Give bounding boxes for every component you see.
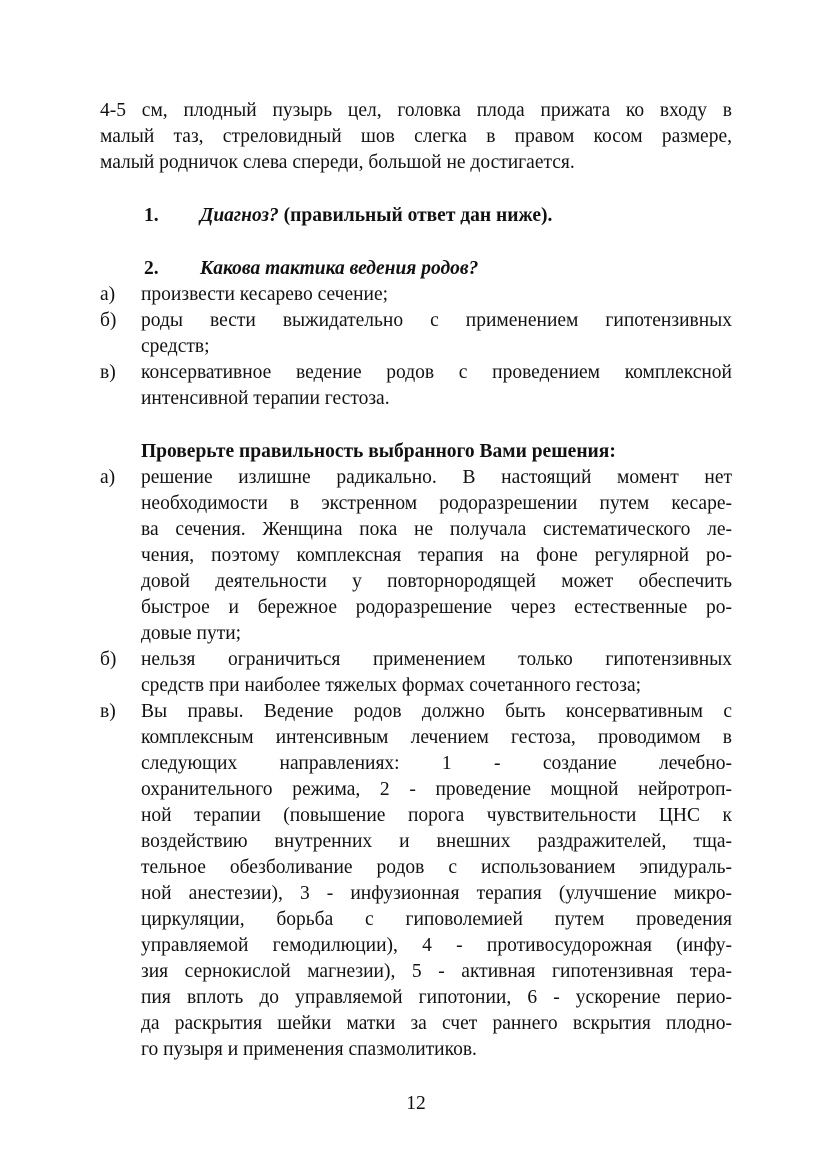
answer-line: пия вплоть до управляемой гипотонии, 6 - ускорение перио- [141,987,732,1008]
question-2-number: 2. [144,258,159,279]
option-line: произвести кесарево сечение; [141,284,389,305]
answer-line: средств при наиболее тяжелых формах сочетанного гестоза; [141,675,642,696]
answer-b-marker: б) [100,649,117,670]
question-1-title: Диагноз? [200,205,279,226]
question-2-title: Какова тактика ведения родов? [200,258,479,279]
option-line: роды вести выжидательно с применением гипотензивных [141,310,732,331]
answer-c [100,699,732,1063]
option-line: консервативное ведение родов с проведением комплексной [141,362,732,383]
answer-line: следующих направлениях: 1 - создание лечебно- [141,753,732,774]
answer-line: чения, поэтому комплексная терапия на фоне регулярной ро- [141,545,732,566]
answer-a-marker: а) [100,467,116,488]
answer-line: зия сернокислой магнезии), 5 - активная гипотензивная тера- [141,961,732,982]
answer-c-marker: в) [100,701,116,722]
answer-line: необходимости в экстренном родоразрешении путем кесаре- [141,493,732,514]
option-a-marker: а) [100,284,116,305]
intro-paragraph [100,98,732,176]
answer-line: охранительного режима, 2 - проведение мощной нейротроп- [141,779,732,800]
answer-line: нельзя ограничиться применением только гипотензивных [141,649,732,670]
answer-line: да раскрытия шейки матки за счет раннего вскрытия плодно- [141,1013,732,1034]
option-c [100,360,732,412]
intro-line: малый таз, стреловидный шов слегка в правом косом размере, [100,126,732,147]
answer-line: быстрое и бережное родоразрешение через естественные ро- [141,597,732,618]
intro-line: 4-5 см, плодный пузырь цел, головка плода прижата ко входу в [100,100,732,121]
answer-line: решение излишне радикально. В настоящий момент нет [141,467,732,488]
answer-line: тельное обезболивание родов с использованием эпидураль- [141,857,732,878]
answer-line: ной терапии (повышение порога чувствительности ЦНС к [141,805,732,826]
answer-line: довые пути; [141,623,242,644]
option-b [100,308,732,360]
answer-line: довой деятельности у повторнородящей может обеспечить [141,571,732,592]
answer-line: циркуляции, борьба с гиповолемией путем проведения [141,909,732,930]
question-1 [100,203,732,229]
answer-line: воздействию внутренних и внешних раздражителей, тща- [141,831,732,852]
option-b-marker: б) [100,310,117,331]
answer-line: управляемой гемодилюции), 4 - противосудорожная (инфу- [141,935,732,956]
intro-line: малый родничок слева спереди, большой не достигается. [100,152,575,173]
answer-line: го пузыря и применения спазмолитиков. [141,1039,477,1060]
question-1-text [200,203,552,229]
option-line: средств; [141,336,210,357]
answer-line: Вы правы. Ведение родов должно быть консервативным с [141,701,732,722]
check-heading: Проверьте правильность выбранного Вами решения: [141,441,616,462]
answer-line: ва сечения. Женщина пока не получала систематического ле- [141,519,732,540]
answer-b [100,647,732,699]
answer-a [100,465,732,647]
option-line: интенсивной терапии гестоза. [141,388,390,409]
question-1-rest: (правильный ответ дан ниже). [278,205,553,226]
page-content [100,98,732,1063]
answer-line: комплексным интенсивным лечением гестоза, проводимом в [141,727,732,748]
question-1-number: 1. [144,205,159,226]
option-c-marker: в) [100,362,116,383]
answer-line: ной анестезии), 3 - инфузионная терапия (улучшение микро- [141,883,732,904]
question-2 [100,256,732,282]
page-number: 12 [406,1093,426,1114]
option-a [100,282,732,308]
